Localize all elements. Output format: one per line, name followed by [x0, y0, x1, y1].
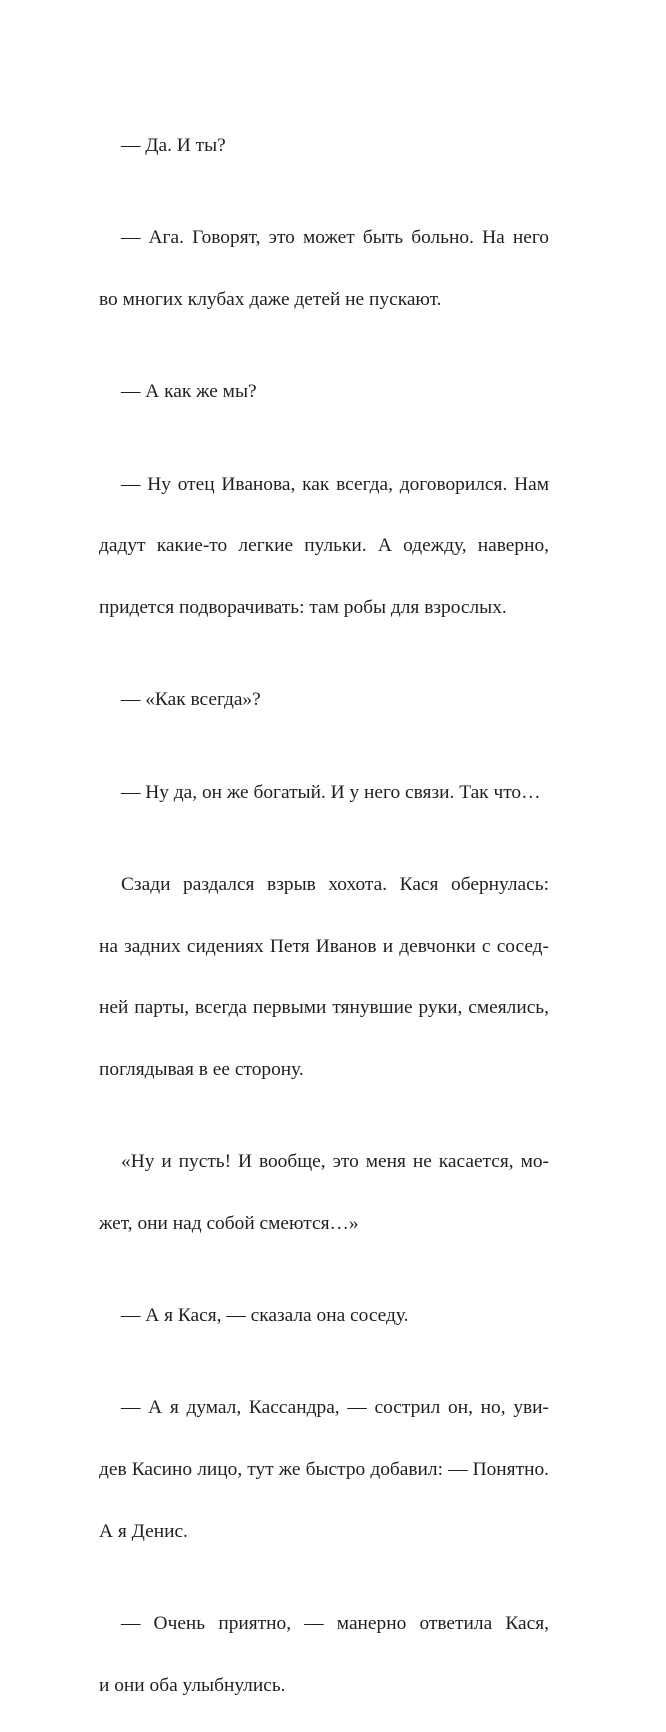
paragraph [99, 1363, 549, 1579]
text-line: — «Как всегда»? [121, 689, 261, 711]
text-line: на задних сидениях Петя Иванов и девчонки с сосед- [99, 935, 549, 957]
text-line: — Очень приятно, — манерно ответила Кася, [121, 1613, 549, 1635]
paragraph [99, 346, 549, 438]
text-line: — А как же мы? [121, 381, 257, 403]
text-line: ней парты, всегда первыми тянувшие руки, смеялись, [99, 997, 549, 1019]
text-line: придется подворачивать: там робы для взрослых. [99, 596, 507, 618]
text-line: А я Денис. [99, 1520, 188, 1542]
paragraph [99, 192, 549, 346]
text-line: во многих клубах даже детей не пускают. [99, 288, 442, 310]
page-body-text [99, 100, 549, 1732]
paragraph [99, 1116, 549, 1270]
text-line: — Ну отец Иванова, как всегда, договорился. Нам [121, 473, 549, 495]
paragraph [99, 654, 549, 746]
text-line: дев Касино лицо, тут же быстро добавил: — Понятно. [99, 1459, 549, 1481]
text-line: дадут какие-то легкие пульки. А одежду, наверно, [99, 535, 549, 557]
text-line: — А я думал, Кассандра, — сострил он, но, уви- [121, 1397, 549, 1419]
paragraph [99, 747, 549, 839]
text-line: — Ага. Говорят, это может быть больно. На него [121, 227, 549, 249]
text-line: «Ну и пусть! И вообще, это меня не касается, мо- [121, 1151, 549, 1173]
text-line: — А я Кася, — сказала она соседу. [121, 1305, 409, 1327]
text-line: поглядывая в ее сторону. [99, 1058, 304, 1080]
text-line: Сзади раздался взрыв хохота. Кася обернулась: [121, 873, 549, 895]
text-line: жет, они над собой смеются…» [99, 1212, 359, 1234]
paragraph [99, 439, 549, 655]
paragraph [99, 1578, 549, 1732]
text-line: — Ну да, он же богатый. И у него связи. Так что… [121, 781, 541, 803]
text-line: — Да. И ты? [121, 134, 226, 156]
paragraph [99, 100, 549, 192]
paragraph [99, 839, 549, 1116]
paragraph [99, 1270, 549, 1362]
text-line: и они оба улыбнулись. [99, 1674, 286, 1696]
